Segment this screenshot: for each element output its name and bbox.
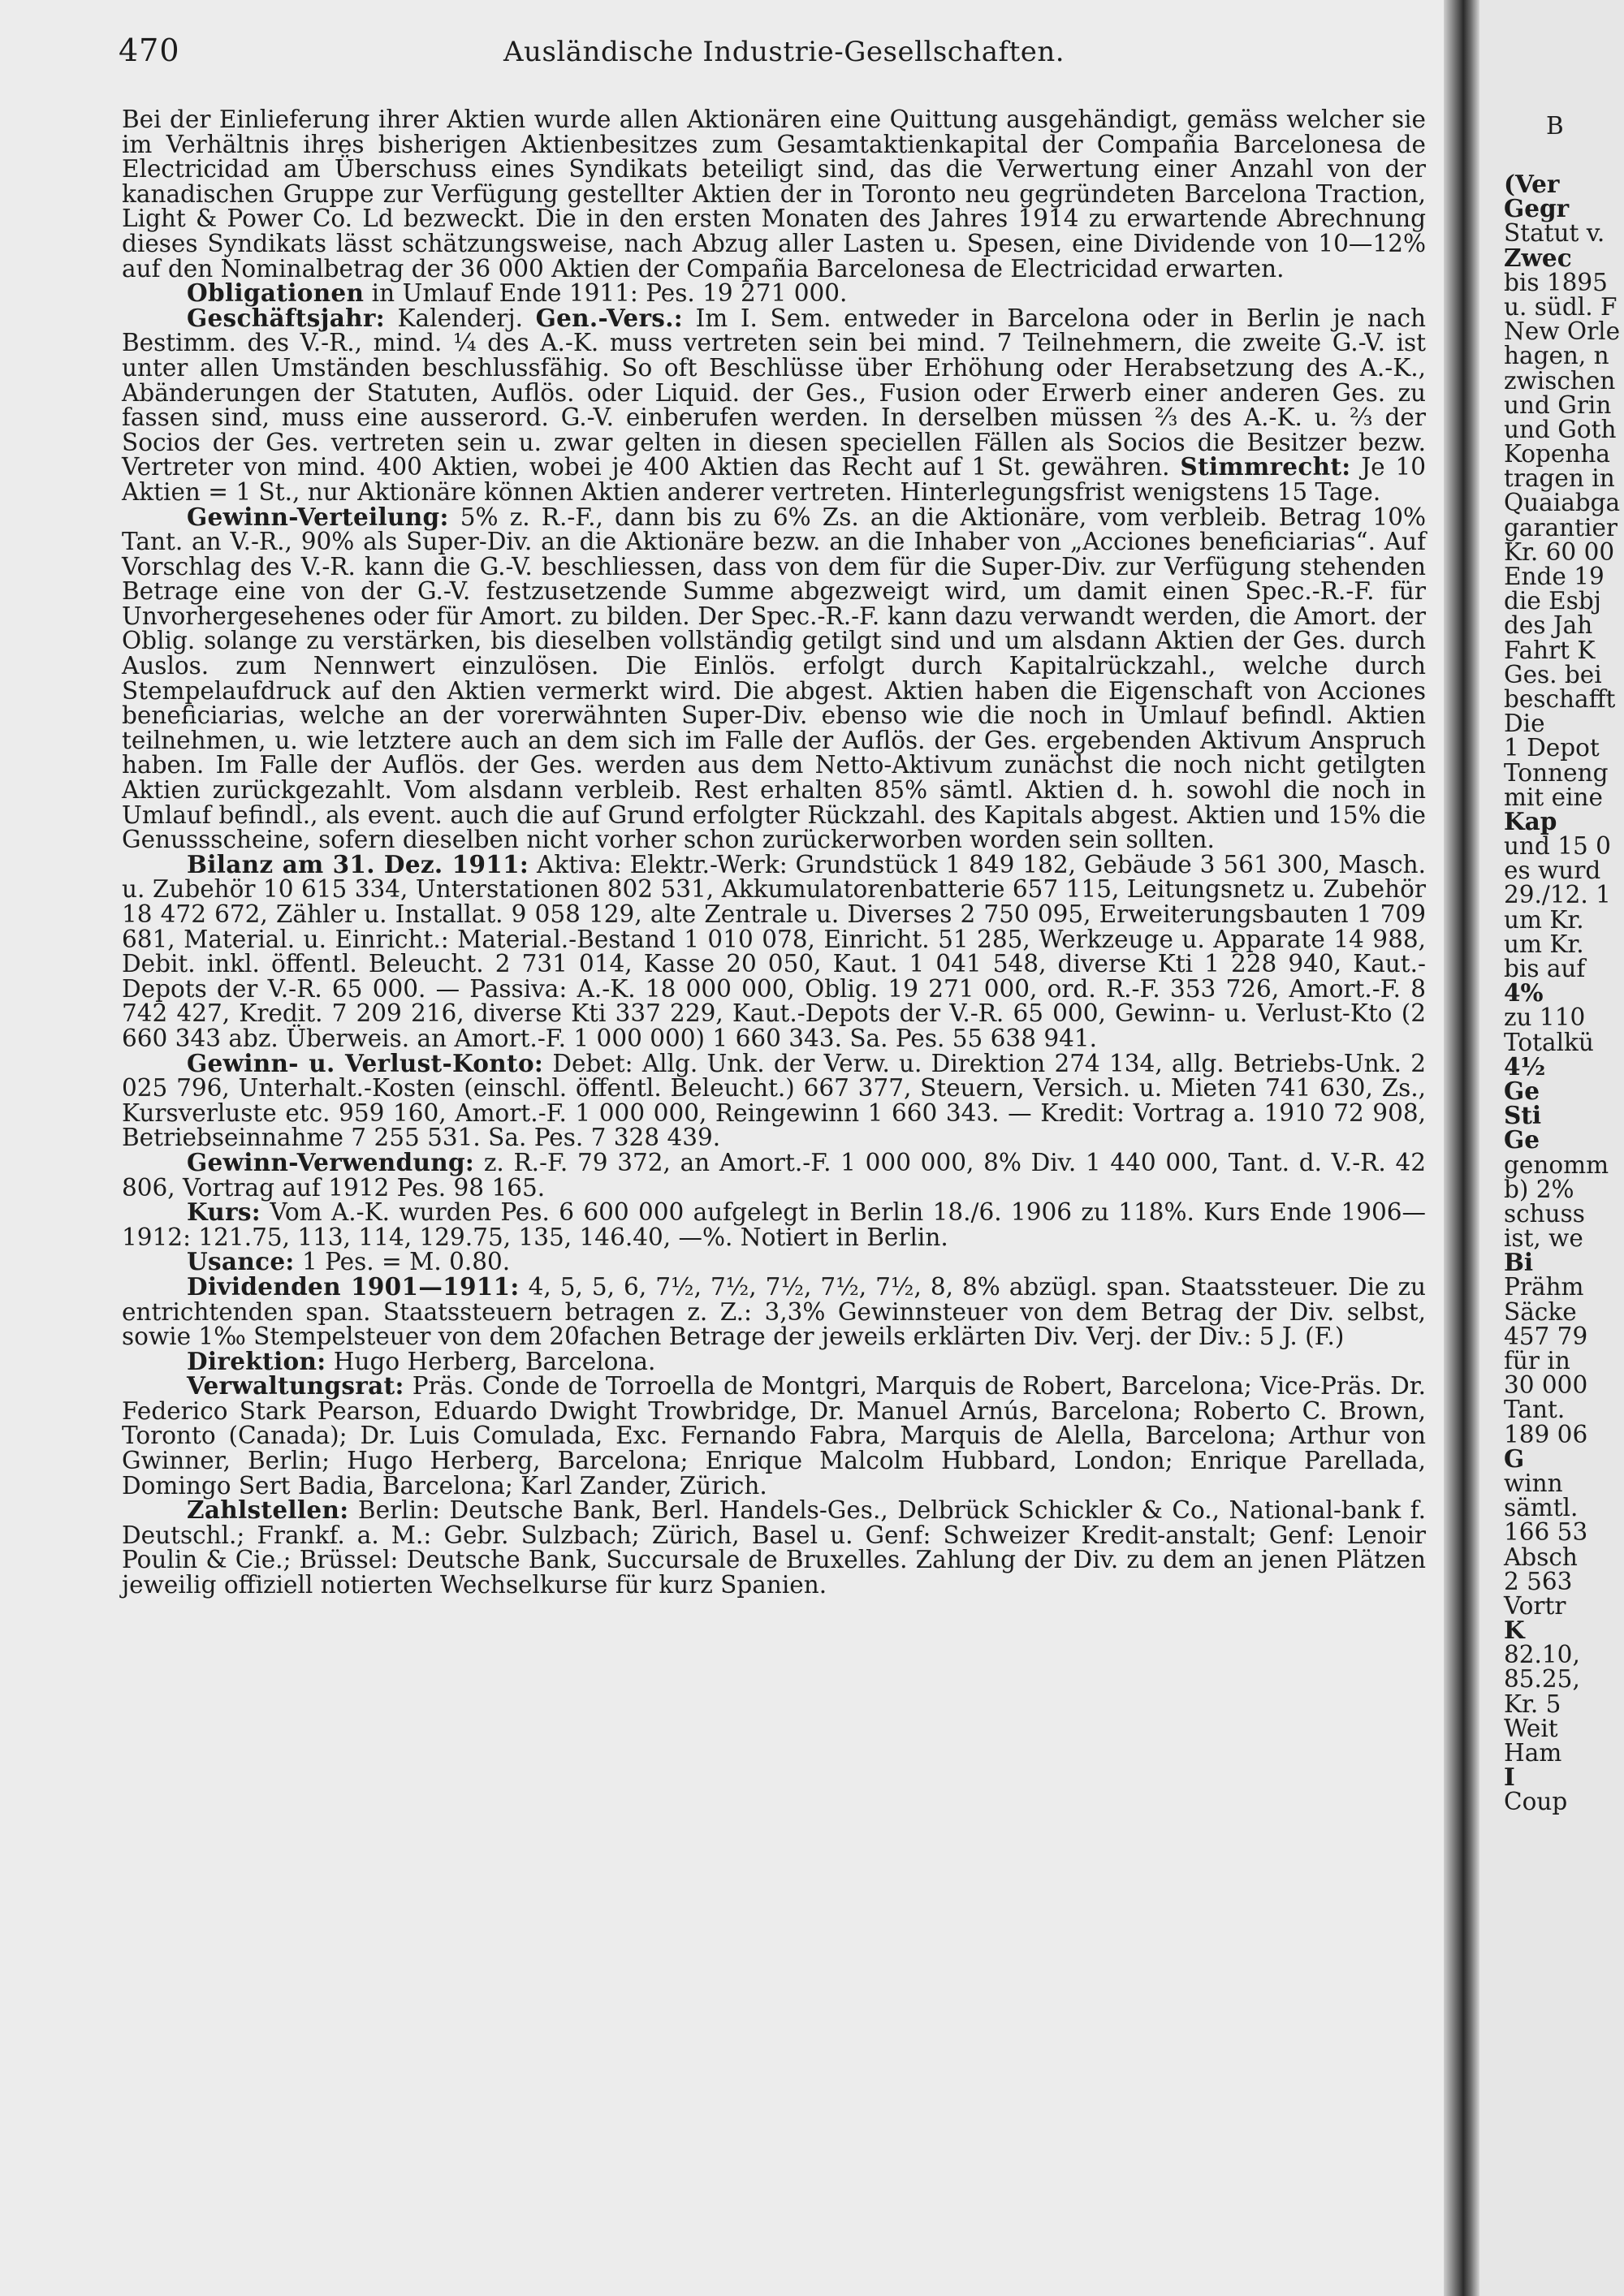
right-page-line: Säcke	[1504, 1297, 1577, 1326]
right-page-line: Totalkü	[1504, 1028, 1594, 1056]
right-page-line: die Esbj	[1504, 587, 1601, 615]
right-page-line: Quaiabga	[1504, 489, 1621, 517]
right-page-line	[1504, 1250, 1624, 1275]
right-page-line-bold: Zwec	[1504, 243, 1572, 272]
right-page-line: 82.10,	[1504, 1641, 1580, 1669]
verwaltungsrat-text: Präs. Conde de Torroella de Montgri, Marquis de Robert, Barcelona; Vice-Präs. Dr. Federico Stark Pearson, Eduardo Dwight Trowbridge, Dr. Manuel Arnús, Barcelona; Roberto C. Brown, Toronto (Canada); Dr. Luis Comulada, Exc. Fernando Fabra, Marquis de Alella, Barcelona; Arthur von Gwinner, Berlin; Hugo Herberg, Barcelona; Enrique Malcolm Hubbard, London; Enrique Parellada, Domingo Sert Badia, Barcelona; Karl Zander, Zürich.	[122, 1372, 1426, 1500]
right-page-line: Fahrt K	[1504, 636, 1596, 664]
right-page-line	[1504, 196, 1624, 221]
right-page-fragment	[1479, 0, 1624, 2296]
right-page-line	[1504, 243, 1624, 272]
right-page-line: bis 1895	[1504, 268, 1608, 296]
right-page-line: New Orle	[1504, 317, 1621, 346]
right-page-line	[1504, 172, 1624, 196]
right-page-line: 166 53	[1504, 1518, 1588, 1547]
right-page-line-bold: 4%	[1504, 978, 1544, 1008]
kurs-text: Vom A.-K. wurden Pes. 6 600 000 aufgelegt in Berlin 18./6. 1906 zu 118%. Kurs Ende 1906—1912: 121.75, 113, 114, 129.75, 135, 146.40, —%. Notiert in Berlin.	[122, 1198, 1426, 1251]
right-page-line: Kr. 5	[1504, 1690, 1561, 1718]
right-page-line-bold: 4½	[1504, 1051, 1546, 1081]
paragraph-gewinn-verteilung	[122, 502, 1426, 854]
running-title: Ausländische Industrie-Gesellschaften.	[503, 36, 1065, 68]
zahlstellen-label: Zahlstellen:	[187, 1495, 349, 1525]
right-page-line: 1 Depot	[1504, 734, 1600, 762]
right-page-line: Tant.	[1504, 1396, 1566, 1424]
geschaeftsjahr-text: Kalenderj.	[384, 304, 536, 332]
right-page-line: des Jah	[1504, 611, 1593, 640]
right-page-line: hagen, n	[1504, 342, 1609, 370]
right-page-line: schuss	[1504, 1199, 1585, 1228]
gen-vers-label: Gen.-Vers.:	[535, 303, 683, 332]
dividenden-text: 4, 5, 5, 6, 7½, 7½, 7½, 7½, 7½, 8, 8% abzügl. span. Staatssteuer. Die zu entrichtenden span. Staatssteuern betragen z. Z.: 3,3% Gewinnsteuer von dem Betrag der Div. selbst, sowie 1‰ Stempelsteuer von dem 20fachen Betrage der jeweils erklärten Div. Verj. der Div.: 5 J. (F.)	[122, 1272, 1427, 1351]
page-number: 470	[119, 32, 180, 68]
right-page-line: um Kr.	[1504, 930, 1584, 958]
right-page-line: Die	[1504, 710, 1545, 738]
right-page-line: und Goth	[1504, 415, 1617, 443]
usance-label: Usance:	[187, 1247, 295, 1276]
verteilung-text: 5% z. R.-F., dann bis zu 6% Zs. an die Aktionäre, vom verbleib. Betrag 10% Tant. an V.-R., 90% als Super-Div. an die Aktionäre bezw. an die Inhaber von „Acciones beneficiarias“. Auf Vorschlag des V.-R. kann die G.-V. beschliessen, dass von dem für die Super-Div. zur Verfügung stehenden Betrage eine von der G.-V. festzusetzende Summe abgezweigt wird, um damit einen Spec.-R.-F. für Unvorhergesehenes oder für Amort. zu bilden. Der Spec.-R.-F. kann dazu verwandt werden, die Amort. der Oblig. solange zu verstärken, bis dieselben vollständig getilgt sind und um alsdann Aktien der Ges. durch Auslos. zum Nennwert einzulösen. Die Einlös. erfolgt durch Kapitalrückzahl., welche durch Stempelaufdruck auf den Aktien vermerkt wird. Die abgest. Aktien haben die Eigenschaft von Acciones beneficiarias, welche an der vorerwähnten Super-Div. ebenso wie die noch in Umlauf befindl. Aktien teilnehmen, u. wie letztere auch an dem sich im Falle der Auflös. der Ges. ergebenden Aktivum Anspruch haben. Im Falle der Auflös. der Ges. werden aus dem Netto-Aktivum zunächst die noch nicht getilgten Aktien zurückgezahlt. Vom alsdann verbleib. Rest erhalten 85% sämtl. Aktien d. h. sowohl die noch in Umlauf befindl., als event. auch die auf Grund erfolgter Rückzahl. des Kapitals abgest. Aktien und 15% die Genussscheine, sofern dieselben nicht vorher schon zurückerworben worden sein sollten.	[122, 503, 1426, 854]
right-page-line: Ende 19	[1504, 563, 1605, 590]
right-page-line: Kopenha	[1504, 440, 1610, 468]
right-page-line: Tonneng	[1504, 758, 1609, 787]
right-page-line-bold: Gegr	[1504, 194, 1570, 223]
right-page-line: Weit	[1504, 1714, 1558, 1742]
right-page-line: für in	[1504, 1347, 1570, 1375]
right-page-line: sämtl.	[1504, 1494, 1579, 1522]
right-page-line-bold: Kap	[1504, 806, 1557, 835]
right-page-line	[1504, 1763, 1624, 1792]
right-page-line: Absch	[1504, 1543, 1578, 1571]
right-page-line: zwischen	[1504, 366, 1616, 395]
gv-verwendung-text: z. R.-F. 79 372, an Amort.-F. 1 000 000, 8% Div. 1 440 000, Tant. d. V.-R. 42 806, Vortrag auf 1912 Pes. 98 165.	[122, 1148, 1426, 1202]
right-page-line: u. südl. F	[1504, 292, 1618, 321]
bilanz-label: Bilanz am 31. Dez. 1911:	[187, 849, 529, 878]
verwaltungsrat-label: Verwaltungsrat:	[187, 1371, 404, 1400]
right-page-line: Kr. 60 00	[1504, 537, 1615, 566]
right-page-line: es wurd	[1504, 857, 1601, 885]
right-page-line: um Kr.	[1504, 905, 1584, 934]
right-page-line: Ges. bei	[1504, 660, 1602, 688]
right-page-line: und Grin	[1504, 391, 1612, 419]
right-page-line	[1504, 806, 1624, 835]
intro-text: Bei der Einlieferung ihrer Aktien wurde allen Aktionären eine Quittung ausgehändigt, gemäss welcher sie im Verhältnis ihres bisherigen Aktienbesitzes zum Gesamtaktienkapital der Compañia Barcelonesa de Electricidad am Überschuss eines Syndikats beteiligt sind, das die Verwertung einer Anzahl von der kanadischen Gruppe zur Verfügung gestellter Aktien der in Toronto neu gegründeten Barcelona Traction, Light & Power Co. Ld bezweckt. Die in den ersten Monaten des Jahres 1914 zu erwartende Abrechnung dieses Syndikats lässt schätzungsweise, nach Abzug aller Lasten u. Spesen, eine Dividende von 10—12% auf den Nominalbetrag der 36 000 Aktien der Compañia Barcelonesa de Electricidad erwarten.	[122, 106, 1426, 283]
right-page-line: Coup	[1504, 1788, 1568, 1816]
right-page-line-bold: Sti	[1504, 1101, 1542, 1130]
paragraph-gv-konto	[122, 1048, 1426, 1152]
paragraph-verwaltungsrat	[122, 1371, 1426, 1500]
paragraph-bilanz	[122, 849, 1426, 1052]
right-page-line: garantier	[1504, 513, 1618, 542]
right-page-line: 85.25,	[1504, 1665, 1580, 1694]
right-page-line: zu 110	[1504, 1003, 1586, 1032]
gv-konto-text: Debet: Allg. Unk. der Verw. u. Direktion 274 134, allg. Betriebs-Unk. 2 025 796, Unterhalt.-Kosten (einschl. öffentl. Beleucht.) 667 377, Steuern, Versich. u. Mieten 741 630, Zs., Kursverluste etc. 959 160, Amort.-F. 1 000 000, Reingewinn 1 660 343. — Kredit: Vortrag a. 1910 72 908, Betriebseinnahme 7 255 531. Sa. Pes. 7 328 439.	[122, 1049, 1426, 1152]
paragraph-geschaeftsjahr	[122, 303, 1426, 506]
direktion-label: Direktion:	[187, 1346, 326, 1375]
right-page-line: tragen in	[1504, 464, 1615, 493]
right-page-line: Ham	[1504, 1739, 1562, 1767]
paragraph-direktion	[122, 1346, 1426, 1375]
bilanz-text: Aktiva: Elektr.-Werk: Grundstück 1 849 182, Gebäude 3 561 300, Masch. u. Zubehör 10 615 334, Unterstationen 802 531, Akkumulatorenbatterie 657 115, Leitungsnetz u. Zubehör 18 472 672, Zähler u. Installat. 9 058 129, alte Zentrale u. Diverses 2 750 095, Erweiterungsbauten 1 709 681, Material. u. Einricht.: Material.-Bestand 1 010 078, Einricht. 51 285, Werkzeuge u. Apparate 14 988, Debit. inkl. öffentl. Beleucht. 2 731 014, Kasse 20 050, Kaut. 1 041 548, diverse Kti 1 228 940, Kaut.-Depots der V.-R. 65 000. — Passiva: A.-K. 18 000 000, Oblig. 19 271 000, ord. R.-F. 353 726, Amort.-F. 8 742 427, Kredit. 7 209 216, diverse Kti 337 229, Kaut.-Depots der V.-R. 65 000, Gewinn- u. Verlust-Kto (2 660 343 abz. Überweis. an Amort.-F. 1 000 000) 1 660 343. Sa. Pes. 55 638 941.	[122, 850, 1426, 1052]
right-page-line	[1504, 1616, 1624, 1645]
right-page-line: 457 79	[1504, 1322, 1588, 1350]
obligationen-label: Obligationen	[187, 278, 365, 308]
paragraph-kurs	[122, 1200, 1426, 1249]
right-page-line-bold: G	[1504, 1444, 1525, 1473]
right-page-line	[1504, 1051, 1624, 1081]
right-page-line: B	[1546, 112, 1564, 140]
right-page-line: genomm	[1504, 1150, 1609, 1179]
right-page-line	[1504, 978, 1624, 1008]
paragraph-obligationen	[122, 278, 1426, 308]
gv-verwendung-label: Gewinn-Verwendung:	[187, 1147, 475, 1176]
book-gutter	[1444, 0, 1479, 2296]
right-page-line-bold: K	[1504, 1616, 1525, 1645]
stimmrecht-text: Je 10 Aktien = 1 St., nur Aktionäre können Aktien anderer vertreten. Hinterlegungsfrist wenigstens 15 Tage.	[122, 453, 1426, 506]
paragraph-intro	[122, 107, 1426, 281]
right-page-line: 30 000	[1504, 1371, 1588, 1400]
right-page-line: winn	[1504, 1469, 1563, 1497]
paragraph-zahlstellen	[122, 1495, 1426, 1599]
right-page-line	[1504, 1076, 1624, 1105]
right-page-line: 29./12. 1	[1504, 881, 1611, 909]
right-page-line	[1504, 1103, 1624, 1128]
usance-text: 1 Pes. = M. 0.80.	[294, 1248, 511, 1276]
verteilung-label: Gewinn-Verteilung:	[187, 502, 449, 531]
paragraph-dividenden	[122, 1271, 1427, 1351]
kurs-label: Kurs:	[187, 1198, 261, 1227]
right-page-text	[1504, 114, 1624, 1815]
right-page-line: bis auf	[1504, 955, 1586, 982]
right-page-line-bold: (Ver	[1504, 170, 1560, 198]
body-text	[122, 107, 1426, 1598]
right-page-line-bold: Bi	[1504, 1248, 1534, 1277]
right-page-line: 189 06	[1504, 1420, 1588, 1448]
stimmrecht-label: Stimmrecht:	[1180, 452, 1351, 481]
paragraph-usance	[122, 1249, 1426, 1275]
geschaeftsjahr-label: Geschäftsjahr:	[187, 303, 385, 332]
paragraph-gewinn-verwendung	[122, 1147, 1426, 1202]
right-page-line-bold: Ge	[1504, 1076, 1540, 1105]
right-page-line: b) 2%	[1504, 1175, 1574, 1203]
right-page-line-bold: I	[1504, 1763, 1515, 1792]
gv-konto-label: Gewinn- u. Verlust-Konto:	[187, 1048, 544, 1077]
right-page-line: Vortr	[1504, 1591, 1566, 1620]
zahlstellen-text: Berlin: Deutsche Bank, Berl. Handels-Ges., Delbrück Schickler & Co., National-bank f. Deutschl.; Frankf. a. M.: Gebr. Sulzbach; Zürich, Basel u. Genf: Schweizer Kredit-anstalt; Genf: Lenoir Poulin & Cie.; Brüssel: Deutsche Bank, Succursale de Bruxelles. Zahlung der Div. zu dem an jenen Plätzen jeweilig offiziell notierten Wechselkurse für kurz Spanien.	[122, 1496, 1426, 1599]
right-page-line: Statut v.	[1504, 219, 1605, 248]
obligationen-text: in Umlauf Ende 1911: Pes. 19 271 000.	[364, 279, 848, 308]
right-page-line-bold: Ge	[1504, 1125, 1540, 1154]
direktion-text: Hugo Herberg, Barcelona.	[326, 1347, 656, 1375]
right-page-line: 2 563	[1504, 1567, 1573, 1595]
dividenden-label: Dividenden 1901—1911:	[187, 1271, 520, 1301]
right-page-line: ist, we	[1504, 1224, 1583, 1253]
gen-vers-text: Im I. Sem. entweder in Barcelona oder in Berlin je nach Bestimm. des V.-R., mind. ¼ des A.-K. muss vertreten sein bei mind. 7 Teilnehmern, die zweite G.-V. ist unter allen Umständen beschlussfähig. So oft Beschlüsse über Erhöhung oder Herabsetzung des A.-K., Abänderungen der Statuten, Auflös. oder Liquid. der Ges., Fusion oder Erwerb einer anderen Ges. zu fassen sind, muss eine ausserord. G.-V. einberufen werden. In derselben müssen ⅔ des A.-K. u. ⅔ der Socios der Ges. vertreten sein u. zwar gelten in diesen speciellen Fällen als Socios die Besitzer bezw. Vertreter von mind. 400 Aktien, wobei je 400 Aktien das Recht auf 1 St. gewähren.	[122, 304, 1426, 481]
right-page-line: mit eine	[1504, 783, 1603, 811]
right-page-line: und 15 0	[1504, 832, 1611, 861]
right-page-line	[1504, 1444, 1624, 1473]
right-page-line: beschafft	[1504, 684, 1616, 713]
right-page-line	[1504, 1125, 1624, 1154]
right-page-line: Prähm	[1504, 1273, 1584, 1301]
